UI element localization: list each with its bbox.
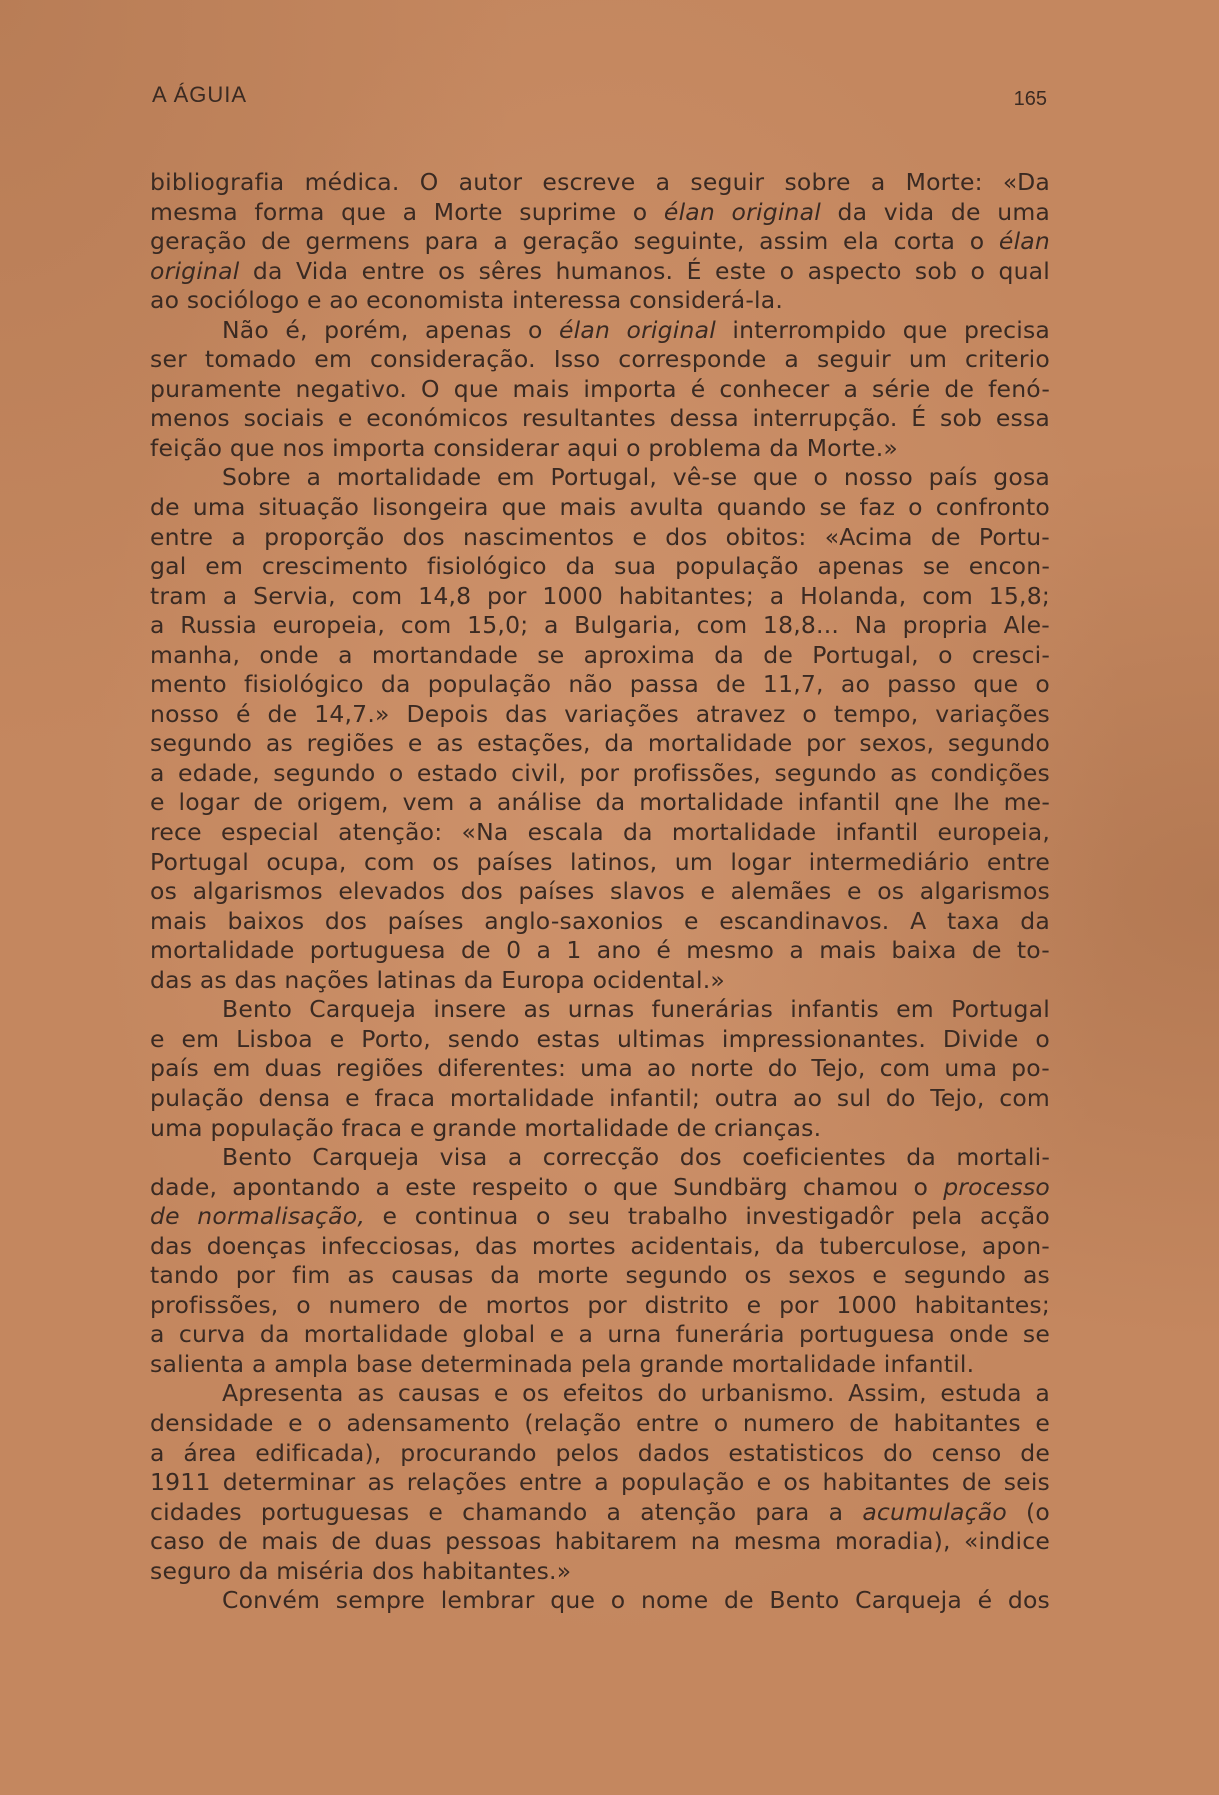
text-segment: e logar de origem, vem a análise da mortalidade infantil qne lhe me- xyxy=(150,788,1050,817)
text-line xyxy=(150,375,1050,405)
text-segment: geração de germens para a geração seguinte, assim ela corta o xyxy=(150,227,999,256)
text-segment: Bento Carqueja insere as urnas funerárias infantis em Portugal xyxy=(222,995,1050,1024)
text-line xyxy=(150,1350,1050,1380)
text-line xyxy=(150,168,1050,198)
text-line xyxy=(150,1202,1050,1232)
text-line xyxy=(150,818,1050,848)
text-line xyxy=(150,1114,1050,1144)
text-line xyxy=(150,582,1050,612)
text-segment: os algarismos elevados dos países slavos e alemães e os algarismos xyxy=(150,877,1050,906)
text-segment: da Vida entre os sêres humanos. É este o aspecto sob o qual xyxy=(239,256,1050,285)
text-segment: seguro da miséria dos habitantes.» xyxy=(150,1556,572,1585)
text-segment: Convém sempre lembrar que o nome de Bento Carqueja é dos xyxy=(222,1586,1050,1615)
text-line xyxy=(150,1173,1050,1203)
text-segment: nosso é de 14,7.» Depois das variações atravez o tempo, variações xyxy=(150,699,1050,728)
body-text xyxy=(150,168,1050,1616)
italic-text-segment: original xyxy=(150,256,240,285)
text-segment: e em Lisboa e Porto, sendo estas ultimas impressionantes. Divide o xyxy=(150,1024,1050,1053)
text-segment: Não é, porém, apenas o xyxy=(222,315,559,344)
text-line xyxy=(150,463,1050,493)
text-segment: salienta a ampla base determinada pela grande mortalidade infantil. xyxy=(150,1349,975,1378)
text-line xyxy=(150,1084,1050,1114)
text-line xyxy=(150,493,1050,523)
text-segment: entre a proporção dos nascimentos e dos obitos: «Acima de Portu- xyxy=(150,522,1050,551)
text-line xyxy=(150,995,1050,1025)
italic-text-segment: élan original xyxy=(663,197,821,226)
text-segment: a área edificada), procurando pelos dados estatisticos do censo de xyxy=(150,1438,1050,1467)
page-header xyxy=(152,82,1047,112)
text-segment: das as das nações latinas da Europa ocidental.» xyxy=(150,965,725,994)
text-segment: bibliografia médica. O autor escreve a seguir sobre a Morte: «Da xyxy=(150,168,1050,196)
text-line xyxy=(150,729,1050,759)
text-segment: (o xyxy=(1006,1497,1051,1526)
text-segment: 1911 determinar as relações entre a população e os habitantes de seis xyxy=(150,1468,1050,1497)
italic-text-segment: acumulação xyxy=(862,1497,1007,1526)
text-line xyxy=(150,227,1050,257)
text-segment: Apresenta as causas e os efeitos do urbanismo. Assim, estuda a xyxy=(222,1379,1050,1408)
italic-text-segment: de normalisação, xyxy=(150,1202,366,1231)
text-segment: ser tomado em consideração. Isso corresponde a seguir um criterio xyxy=(150,345,1050,374)
text-line xyxy=(150,1498,1050,1528)
text-line xyxy=(150,1586,1050,1616)
text-segment: gal em crescimento fisiológico da sua população apenas se encon- xyxy=(150,552,1050,581)
text-segment: a edade, segundo o estado civil, por profissões, segundo as condições xyxy=(150,758,1050,787)
text-line xyxy=(150,1557,1050,1587)
text-segment: ao sociólogo e ao economista interessa considerá-la. xyxy=(150,286,784,315)
text-line xyxy=(150,316,1050,346)
text-line xyxy=(150,1291,1050,1321)
text-segment: mento fisiológico da população não passa de 11,7, ao passo que o xyxy=(150,670,1050,699)
text-line xyxy=(150,641,1050,671)
text-line xyxy=(150,257,1050,287)
page-number: 165 xyxy=(1013,88,1047,110)
text-line xyxy=(150,907,1050,937)
text-line xyxy=(150,1320,1050,1350)
text-segment: segundo as regiões e as estações, da mortalidade por sexos, segundo xyxy=(150,729,1050,758)
text-line xyxy=(150,1527,1050,1557)
text-segment: tram a Servia, com 14,8 por 1000 habitantes; a Holanda, com 15,8; xyxy=(150,581,1050,610)
text-line xyxy=(150,1054,1050,1084)
text-line xyxy=(150,670,1050,700)
text-line xyxy=(150,1379,1050,1409)
text-line xyxy=(150,1143,1050,1173)
text-segment: profissões, o numero de mortos por distrito e por 1000 habitantes; xyxy=(150,1290,1050,1319)
text-segment: Sobre a mortalidade em Portugal, vê-se que o nosso país gosa xyxy=(222,463,1050,492)
italic-text-segment: élan xyxy=(998,227,1050,256)
text-segment: uma população fraca e grande mortalidade de crianças. xyxy=(150,1113,822,1142)
text-segment: a curva da mortalidade global e a urna funerária portuguesa onde se xyxy=(150,1320,1050,1349)
text-segment: tando por fim as causas da morte segundo os sexos e segundo as xyxy=(150,1261,1050,1290)
text-line xyxy=(150,1232,1050,1262)
text-line xyxy=(150,404,1050,434)
text-line xyxy=(150,700,1050,730)
text-segment: das doenças infecciosas, das mortes acidentais, da tuberculose, apon- xyxy=(150,1231,1050,1260)
text-line xyxy=(150,1468,1050,1498)
text-line xyxy=(150,611,1050,641)
text-segment: da vida de uma xyxy=(821,197,1051,226)
text-line xyxy=(150,434,1050,464)
text-segment: cidades portuguesas e chamando a atenção para a xyxy=(150,1497,863,1526)
text-line xyxy=(150,788,1050,818)
text-segment: rece especial atenção: «Na escala da mortalidade infantil europeia, xyxy=(150,818,1050,847)
text-segment: país em duas regiões diferentes: uma ao norte do Tejo, com uma po- xyxy=(150,1054,1050,1083)
text-segment: mortalidade portuguesa de 0 a 1 ano é mesmo a mais baixa de to- xyxy=(150,936,1050,965)
text-line xyxy=(150,848,1050,878)
running-head: A ÁGUIA xyxy=(152,82,248,107)
text-segment: de uma situação lisongeira que mais avulta quando se faz o confronto xyxy=(150,493,1050,522)
text-line xyxy=(150,877,1050,907)
italic-text-segment: élan original xyxy=(558,315,716,344)
text-segment: Bento Carqueja visa a correcção dos coeficientes da mortali- xyxy=(222,1143,1050,1172)
text-line xyxy=(150,759,1050,789)
text-segment: a Russia europeia, com 15,0; a Bulgaria, com 18,8... Na propria Ale- xyxy=(150,611,1050,640)
text-segment: interrompido que precisa xyxy=(715,315,1051,344)
text-segment: e continua o seu trabalho investigadôr pela acção xyxy=(365,1202,1050,1231)
text-line xyxy=(150,523,1050,553)
text-line xyxy=(150,1439,1050,1469)
text-line xyxy=(150,1261,1050,1291)
text-segment: caso de mais de duas pessoas habitarem na mesma moradia), «indice xyxy=(150,1527,1050,1556)
text-line xyxy=(150,345,1050,375)
text-line xyxy=(150,1409,1050,1439)
text-line xyxy=(150,552,1050,582)
text-segment: dade, apontando a este respeito o que Sundbärg chamou o xyxy=(150,1172,944,1201)
text-segment: pulação densa e fraca mortalidade infantil; outra ao sul do Tejo, com xyxy=(150,1083,1050,1112)
text-segment: menos sociais e económicos resultantes dessa interrupção. É sob essa xyxy=(150,404,1050,433)
text-segment: manha, onde a mortandade se aproxima da de Portugal, o cresci- xyxy=(150,640,1050,669)
text-segment: puramente negativo. O que mais importa é conhecer a série de fenó- xyxy=(150,374,1050,403)
text-line xyxy=(150,1025,1050,1055)
text-segment: mais baixos dos países anglo-saxonios e escandinavos. A taxa da xyxy=(150,906,1050,935)
text-segment: densidade e o adensamento (relação entre o numero de habitantes e xyxy=(150,1408,1050,1437)
text-line xyxy=(150,198,1050,228)
text-line xyxy=(150,286,1050,316)
text-segment: feição que nos importa considerar aqui o problema da Morte.» xyxy=(150,433,898,462)
text-line xyxy=(150,966,1050,996)
text-segment: Portugal ocupa, com os países latinos, um logar intermediário entre xyxy=(150,847,1050,876)
text-line xyxy=(150,936,1050,966)
text-segment: mesma forma que a Morte suprime o xyxy=(150,197,664,226)
italic-text-segment: processo xyxy=(943,1172,1050,1201)
